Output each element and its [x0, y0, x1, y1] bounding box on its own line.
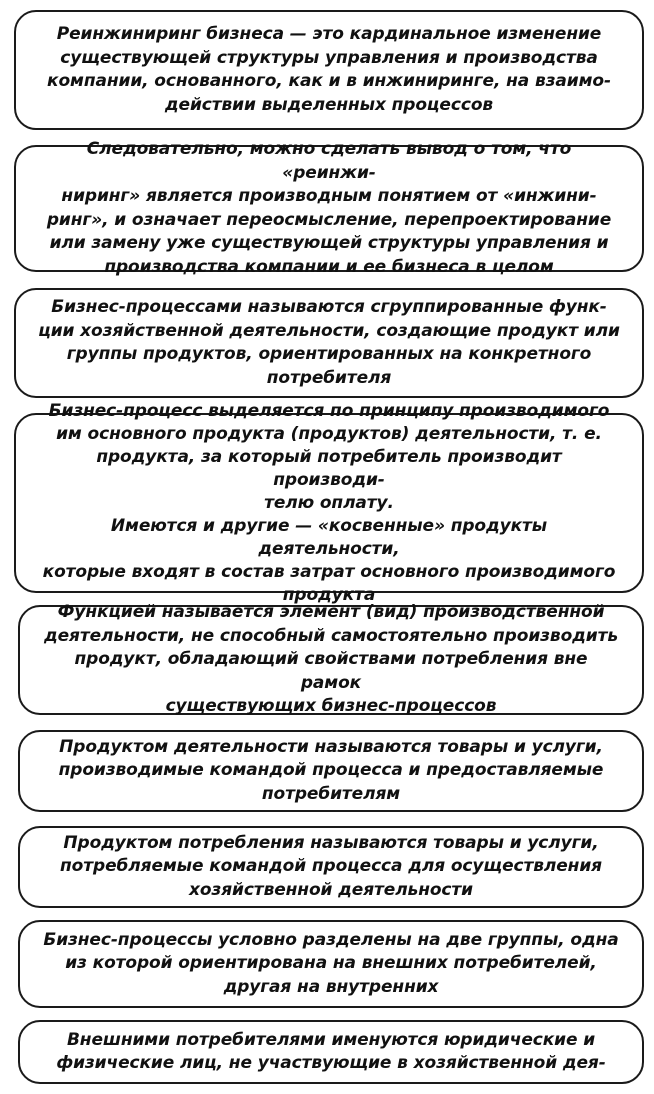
definition-text: Бизнес-процесс выделяется по принципу производимого им основного продукта (продуктов) деятельности, т. е. продукта, за который потребитель производит производи- телю оплату.: [48, 400, 610, 513]
definition-box-function: [18, 602, 644, 717]
definition-box-activity-product: [18, 730, 644, 812]
definition-box-business-process-selection: [14, 400, 644, 605]
definition-box-consumption-product: [18, 826, 644, 908]
definition-text-secondary: Имеются и другие — «косвенные» продукты деятельности, которые входят в состав затрат основного производимого продукта: [42, 515, 616, 605]
definition-text: Продуктом потребления называются товары и услуги, потребляемые командой процесса для осуществления хозяйственной деятельности: [60, 832, 602, 900]
definition-text: Бизнес-процессами называются сгруппированные функ- ции хозяйственной деятельности, создающие продукт или группы продуктов, ориентированных на конкретного потребителя: [38, 297, 620, 388]
definition-box-conclusion: [14, 139, 644, 277]
definition-text: Реинжиниринг бизнеса — это кардинальное изменение существующей структуры управления и производства компании, основанного, как и в инжиниринге, на взаимо- действии выделенных процессов: [47, 24, 611, 115]
definition-box-process-groups: [18, 920, 644, 1008]
definition-text: Бизнес-процессы условно разделены на две группы, одна из которой ориентирована на внешних потребителей, другая на внутренних: [43, 929, 619, 997]
definition-box-reengineering: [14, 10, 644, 130]
definition-text: Следовательно, можно сделать вывод о том, что «реинжи- ниринг» является производным понятием от «инжини- ринг», и означает переосмысление, перепроектирование или замену уже существующей структуры управления и производства компании и ее бизнеса в целом: [46, 139, 612, 277]
definition-text: Внешними потребителями именуются юридические и физические лиц, не участвующие в хозяйственной дея-: [56, 1029, 606, 1073]
definition-box-business-processes: [14, 288, 644, 398]
definition-text: Продуктом деятельности называются товары и услуги, производимые командой процесса и предоставляемые потребителям: [58, 736, 604, 804]
definition-box-external-consumers: [18, 1020, 644, 1084]
definition-text: Функцией называется элемент (вид) производственной деятельности, не способный самостоятельно производить продукт, обладающий свойствами потребления вне рамок существующих бизнес-процессов: [43, 602, 618, 717]
